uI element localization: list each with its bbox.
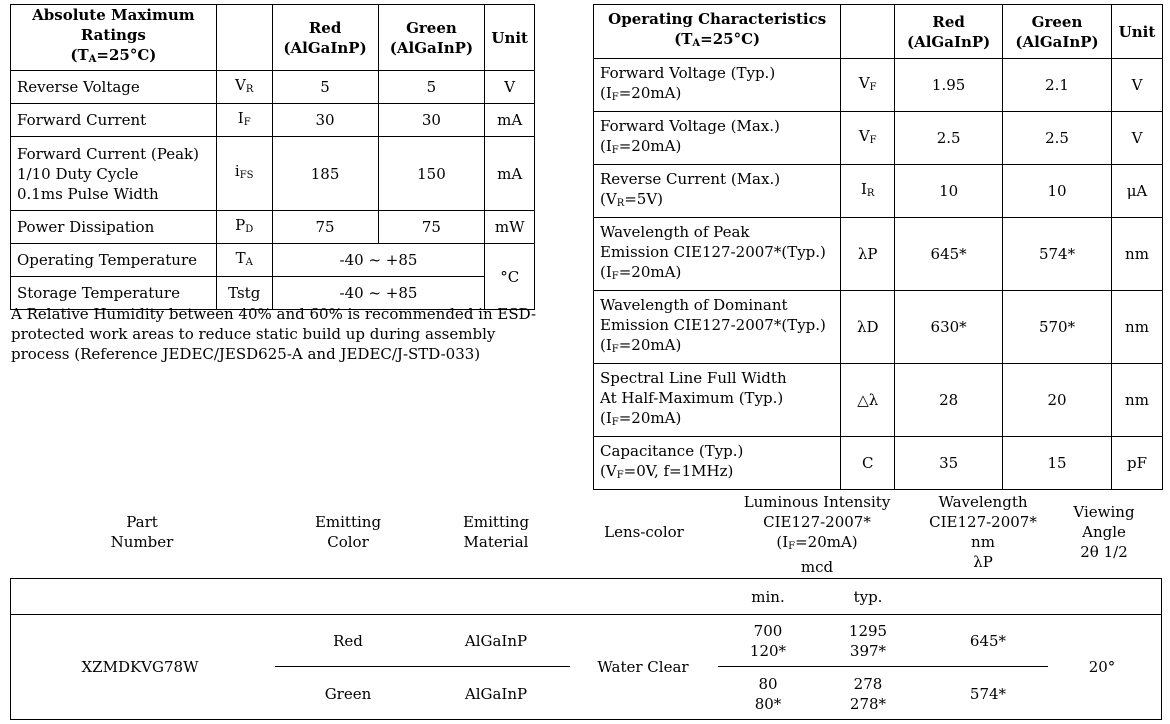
abs-green-header: Green (AlGaInP): [378, 5, 485, 71]
op-sym-header: [841, 5, 895, 59]
table-row: Reverse Current (Max.) $(V_R=5V)$ $I_R$ 10 10 μA: [594, 165, 1163, 218]
header-viewing-angle: Viewing Angle 2θ 1/2: [1073, 503, 1135, 561]
row-green-typ: 278 278*: [849, 675, 887, 713]
table-row: Forward Voltage (Max.) $(I_F=20mA)$ $V_F$ 2.5 2.5 V: [594, 112, 1163, 165]
viewing-angle-value: 20°: [1088, 658, 1116, 676]
row-green-color: Green: [324, 685, 372, 703]
header-emitting-material: Emitting Material: [462, 513, 530, 551]
table-row: Reverse Voltage $V_R$ 5 5 V: [11, 71, 535, 104]
divider: [718, 666, 1048, 667]
op-table-title: Operating Characteristics $(T_A=25^\circ C)$: [594, 5, 841, 59]
header-emitting-color: Emitting Color: [314, 513, 382, 551]
row-green-wavelength: 574*: [969, 685, 1007, 703]
header-wavelength: Wavelength CIE127-2007* nm λP: [929, 493, 1037, 571]
absolute-max-ratings-table: [10, 4, 535, 310]
row-red-material: AlGaInP: [464, 632, 528, 650]
table-row: Storage Temperature Tstg -40 ~ +85: [11, 277, 535, 310]
table-row: Power Dissipation $P_D$ 75 75 mW: [11, 211, 535, 244]
row-green-min: 80 80*: [754, 675, 782, 713]
row-red-min: 700 120*: [749, 622, 787, 660]
abs-sym-header: [216, 5, 272, 71]
table-row: Forward Current (Peak) 1/10 Duty Cycle 0.1ms Pulse Width $i_{FS}$ 185 150 mA: [11, 137, 535, 211]
op-unit-header: Unit: [1111, 5, 1162, 59]
table-row: Wavelength of Dominant Emission CIE127-2007*(Typ.) $(I_F=20mA)$ λD 630* 570* nm: [594, 291, 1163, 364]
min-subheader: min.: [751, 588, 785, 606]
table-row: Forward Current $I_F$ 30 30 mA: [11, 104, 535, 137]
header-lens-color: Lens-color: [604, 523, 684, 541]
row-red-color: Red: [333, 632, 363, 650]
part-number: XZMDKVG78W: [81, 658, 199, 676]
table-row: Wavelength of Peak Emission CIE127-2007*(Typ.) $(I_F=20mA)$ λP 645* 574* nm: [594, 218, 1163, 291]
divider: [275, 666, 570, 667]
header-part-number: Part Number: [110, 513, 174, 551]
abs-table-title: Absolute Maximum Ratings $(T_A=25^\circ C)$: [11, 5, 217, 71]
op-red-header: Red (AlGaInP): [895, 5, 1003, 59]
table-row: Operating Temperature $T_A$ -40 ~ +85 °C: [11, 244, 535, 277]
abs-red-header: Red (AlGaInP): [272, 5, 378, 71]
table-row: Capacitance (Typ.) ($V_F=0V$, f=1MHz) C 35 15 pF: [594, 437, 1163, 490]
row-red-typ: 1295 397*: [848, 622, 888, 660]
table-row: Forward Voltage (Typ.) $(I_F=20mA)$ $V_F$ 1.95 2.1 V: [594, 59, 1163, 112]
row-red-wavelength: 645*: [969, 632, 1007, 650]
op-green-header: Green (AlGaInP): [1003, 5, 1112, 59]
divider: [10, 614, 1162, 615]
lens-value: Water Clear: [597, 658, 689, 676]
humidity-note: A Relative Humidity between 40% and 60% is recommended in ESD-protected work areas to reduce static build up during assembly process (Reference JEDEC/JESD625-A and JEDEC/J-STD-033): [11, 305, 537, 363]
operating-characteristics-table: [593, 4, 1163, 490]
table-row: Spectral Line Full Width At Half-Maximum (Typ.) $(I_F=20mA)$ △λ 28 20 nm: [594, 364, 1163, 437]
abs-unit-header: Unit: [485, 5, 535, 71]
typ-subheader: typ.: [853, 588, 883, 606]
header-luminous-intensity: Luminous Intensity CIE127-2007* $(I_F=20mA)$ mcd: [743, 493, 891, 576]
row-green-material: AlGaInP: [464, 685, 528, 703]
